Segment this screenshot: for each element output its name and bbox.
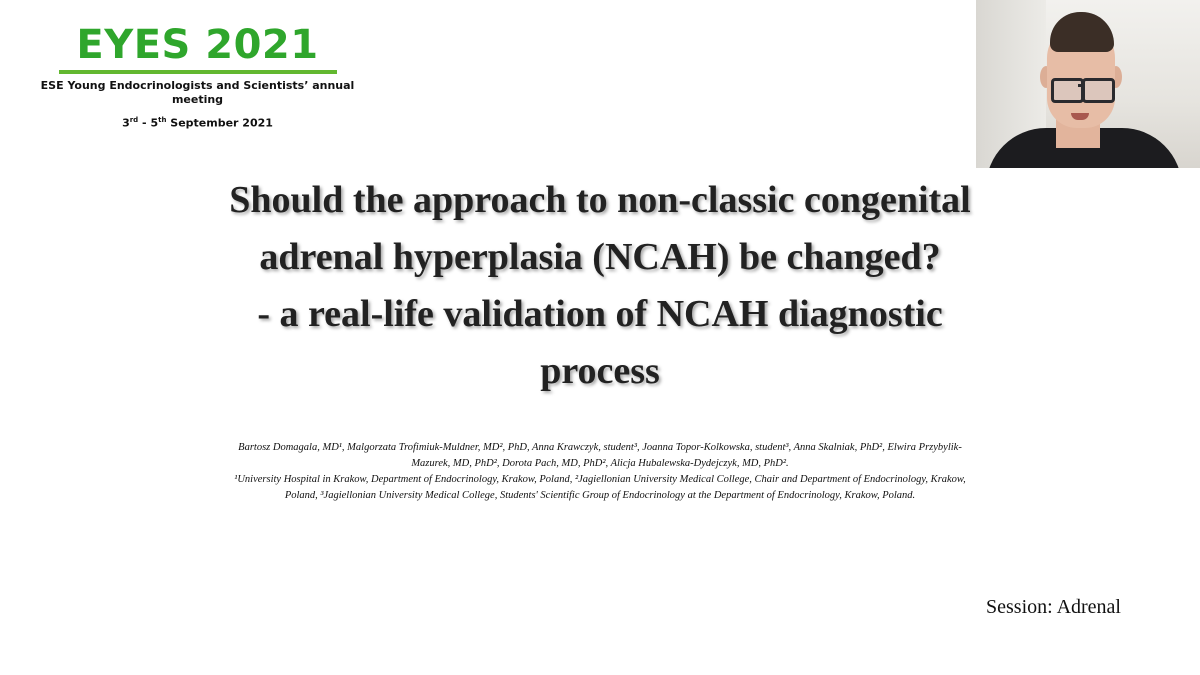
authors-line: Mazurek, MD, PhD², Dorota Pach, MD, PhD², Alicja Hubalewska-Dydejczyk, MD, PhD².	[411, 458, 789, 469]
affiliations-line: Poland, ³Jagiellonian University Medical College, Students' Scientific Group of Endocrinology at the Department of Endocrinology, Krakow, Poland.	[284, 490, 916, 501]
glasses-lens	[1082, 78, 1115, 103]
eyes-2021-logo	[25, 22, 370, 131]
authors-affiliations	[150, 440, 1050, 504]
authors-line: Bartosz Domagala, MD¹, Malgorzata Trofimiuk-Muldner, MD², PhD, Anna Krawczyk, student³, Joanna Topor-Kolkowska, student³, Anna Skalniak, PhD², Elwira Przybylik-	[238, 442, 962, 453]
title-line: adrenal hyperplasia (NCAH) be changed?	[259, 236, 941, 278]
logo-underline	[59, 70, 337, 74]
session-label: Session: Adrenal	[986, 596, 1121, 618]
glasses-bridge	[1078, 84, 1084, 87]
dates-start-day: 3	[122, 116, 130, 130]
glasses-lens	[1051, 78, 1084, 103]
title-line: process	[540, 350, 660, 392]
title-line: - a real-life validation of NCAH diagnostic	[257, 293, 943, 335]
dates-end-suffix: th	[158, 116, 167, 124]
logo-dates	[25, 113, 370, 131]
logo-title: EYES 2021	[76, 22, 319, 68]
logo-subtitle: ESE Young Endocrinologists and Scientists’ annual meeting	[40, 79, 355, 106]
dates-start-suffix: rd	[129, 116, 139, 124]
slide-title	[100, 172, 1100, 400]
dates-rest: September 2021	[166, 116, 273, 130]
dates-sep: -	[138, 116, 151, 130]
speaker-webcam-video	[976, 0, 1200, 168]
title-line: Should the approach to non-classic congenital	[229, 179, 971, 221]
dates-end-day: 5	[150, 116, 159, 130]
affiliations-line: ¹University Hospital in Krakow, Department of Endocrinology, Krakow, Poland, ²Jagiellonian University Medical College, Chair and Department of Endocrinology, Krakow,	[234, 474, 966, 485]
speaker-hair	[1050, 12, 1114, 52]
